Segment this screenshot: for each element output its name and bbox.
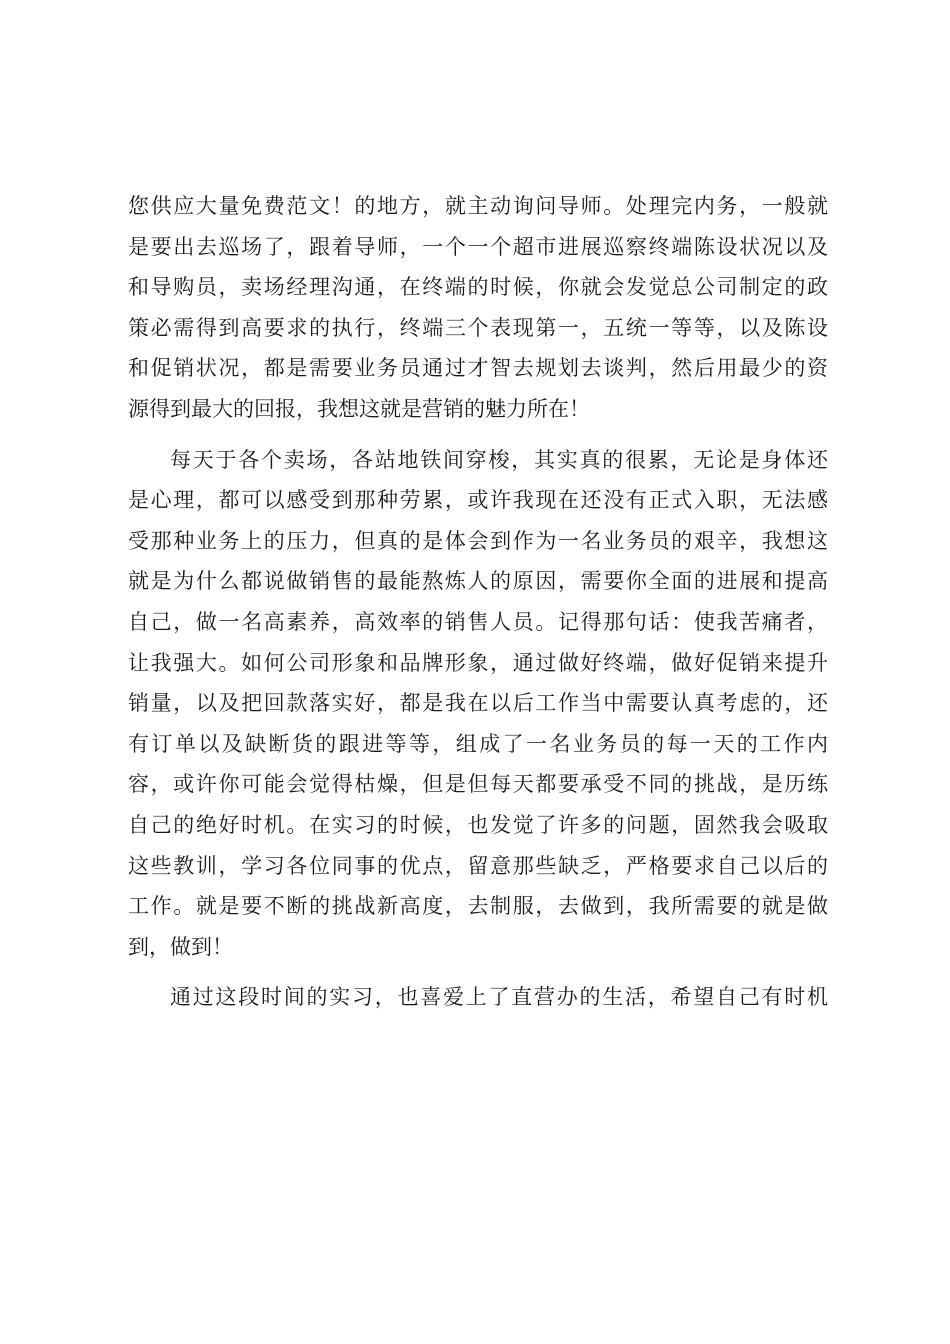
paragraph-2-line-13: 到，做到！ [128, 934, 233, 959]
paragraph-2-line-11: 这些教训，学习各位同事的优点，留意那些缺乏，严格要求自己以后的 [128, 853, 828, 878]
paragraph-2-line-9: 容，或许你可能会觉得枯燥，但是但每天都要承受不同的挑战，是历练 [128, 772, 828, 797]
paragraph-1-line-4: 策必需得到高要求的执行，终端三个表现第一，五统一等等，以及陈设 [128, 315, 828, 340]
paragraph-2-line-7: 销量，以及把回款落实好，都是我在以后工作当中需要认真考虑的，还 [128, 691, 828, 716]
paragraph-2-line-4: 就是为什么都说做销售的最能熬炼人的原因，需要你全面的进展和提高 [128, 569, 828, 594]
paragraph-gap [128, 430, 828, 440]
paragraph-1-line-2: 是要出去巡场了，跟着导师，一个一个超市进展巡察终端陈设状况以及 [128, 234, 828, 259]
paragraph-1-line-5: 和促销状况，都是需要业务员通过才智去规划去谈判，然后用最少的资 [128, 356, 828, 381]
paragraph-2-line-8: 有订单以及缺断货的跟进等等，组成了一名业务员的每一天的工作内 [128, 731, 828, 756]
paragraph-2-line-3: 受那种业务上的压力，但真的是体会到作为一名业务员的艰辛，我想这 [128, 528, 828, 553]
paragraph-1-line-3: 和导购员，卖场经理沟通，在终端的时候，你就会发觉总公司制定的政 [128, 275, 828, 300]
paragraph-2-line-2: 是心理，都可以感受到那种劳累，或许我现在还没有正式入职，无法感 [128, 488, 828, 513]
paragraph-2-line-1: 每天于各个卖场，各站地铁间穿梭，其实真的很累，无论是身体还 [170, 447, 828, 472]
paragraph-2-line-10: 自己的绝好时机。在实习的时候，也发觉了许多的问题，固然我会吸取 [128, 812, 828, 837]
paragraph-2-line-12: 工作。就是要不断的挑战新高度，去制服，去做到，我所需要的就是做 [128, 894, 828, 919]
paragraph-1-line-1: 您供应大量免费范文！的地方，就主动询问导师。处理完内务，一般就 [128, 194, 828, 218]
paragraph-1-line-6: 源得到最大的回报，我想这就是营销的魅力所在！ [128, 396, 590, 421]
document-body [128, 186, 828, 1018]
paragraph-2-line-5: 自己，做一名高素养，高效率的销售人员。记得那句话：使我苦痛者， [128, 609, 828, 634]
paragraph-2-line-6: 让我强大。如何公司形象和品牌形象，通过做好终端，做好促销来提升 [128, 650, 828, 675]
paragraph-gap [128, 967, 828, 977]
paragraph-3-line-1: 通过这段时间的实习，也喜爱上了直营办的生活，希望自己有时机 [170, 985, 828, 1010]
